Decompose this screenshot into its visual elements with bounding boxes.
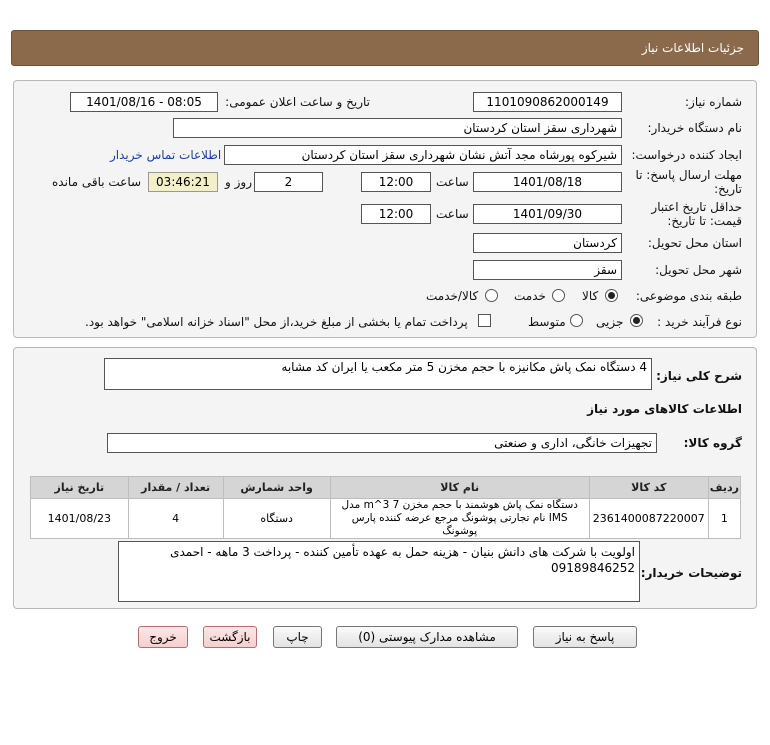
cell-name: دستگاه نمک پاش هوشمند با حجم مخزن m^3 7 مدل IMS نام تجارتی پوشونگ مرجع عرضه کننده پارس پوشونگ: [330, 499, 589, 539]
reply-time-field: 12:00: [361, 172, 431, 192]
reply-button[interactable]: پاسخ به نیاز: [533, 626, 637, 648]
process-radio-medium[interactable]: [570, 314, 583, 327]
goods-table-header: [31, 477, 741, 499]
goods-group-label: گروه کالا:: [683, 436, 742, 450]
city-field: سقز: [473, 260, 622, 280]
reply-deadline-label: مهلت ارسال پاسخ: تا تاریخ:: [635, 168, 742, 196]
announce-date-field: 1401/08/16 - 08:05: [70, 92, 218, 112]
category-option-goods: کالا: [582, 289, 599, 303]
remaining-time-field: 03:46:21: [148, 172, 218, 192]
category-option-service: خدمت: [514, 289, 546, 303]
city-label: شهر محل تحویل:: [655, 263, 742, 277]
buyer-notes-label: توضیحات خریدار:: [640, 566, 742, 580]
summary-label: شرح کلی نیاز:: [656, 369, 742, 383]
reply-date-field: 1401/08/18: [473, 172, 622, 192]
process-option-minor: جزیی: [596, 315, 624, 329]
buyer-org-label: نام دستگاه خریدار:: [647, 121, 742, 135]
remaining-time-label: ساعت باقی مانده: [52, 175, 142, 189]
category-radio-service[interactable]: [552, 289, 565, 302]
category-radio-goods-service[interactable]: [485, 289, 498, 302]
province-field: کردستان: [473, 233, 622, 253]
days-field: 2: [254, 172, 323, 192]
price-date-field: 1401/09/30: [473, 204, 622, 224]
category-radio-goods[interactable]: [605, 289, 618, 302]
page-header: [11, 30, 759, 66]
need-number-label: شماره نیاز:: [685, 95, 742, 109]
cell-qty: 4: [128, 499, 223, 539]
table-row: [31, 499, 741, 539]
category-label: طبقه بندی موضوعی:: [635, 289, 742, 303]
buyer-contact-link[interactable]: اطلاعات تماس خریدار: [110, 148, 222, 162]
goods-info-title: اطلاعات کالاهای مورد نیاز: [587, 402, 742, 416]
cell-unit: دستگاه: [223, 499, 330, 539]
buyer-notes-field: اولویت با شرکت های دانش بنیان - هزینه حمل به عهده تأمین کننده - پرداخت 3 ماهه - احمدی 09189846252: [118, 541, 640, 602]
col-unit: واحد شمارش: [223, 477, 330, 499]
summary-field: 4 دستگاه نمک پاش مکانیزه با حجم مخزن 5 متر مکعب یا ایران کد مشابه: [104, 358, 652, 390]
creator-field: شیرکوه پورشاه مجد آتش نشان شهرداری سقز استان کردستان: [224, 145, 622, 165]
buyer-org-field: شهرداری سقز استان کردستان: [173, 118, 622, 138]
goods-table: [30, 476, 741, 539]
attachments-button[interactable]: مشاهده مدارک پیوستی (0): [336, 626, 518, 648]
page-title: جزئیات اطلاعات نیاز: [641, 41, 744, 55]
price-time-field: 12:00: [361, 204, 431, 224]
process-label: نوع فرآیند خرید :: [657, 315, 742, 329]
announce-date-label: تاریخ و ساعت اعلان عمومی:: [225, 95, 370, 109]
treasury-payment-checkbox[interactable]: [478, 314, 491, 327]
cell-date: 1401/08/23: [31, 499, 129, 539]
days-label: روز و: [225, 175, 252, 189]
col-row: ردیف: [708, 477, 740, 499]
col-code: کد کالا: [589, 477, 708, 499]
reply-time-label: ساعت: [436, 175, 469, 189]
province-label: استان محل تحویل:: [647, 236, 742, 250]
need-number-field: 1101090862000149: [473, 92, 622, 112]
back-button[interactable]: بازگشت: [203, 626, 257, 648]
col-date: تاریخ نیاز: [31, 477, 129, 499]
exit-button[interactable]: خروج: [138, 626, 188, 648]
category-option-goods-service: کالا/خدمت: [426, 289, 479, 303]
cell-code: 2361400087220007: [589, 499, 708, 539]
col-name: نام کالا: [330, 477, 589, 499]
goods-group-field: تجهیزات خانگی، اداری و صنعتی: [107, 433, 657, 453]
price-validity-label: حداقل تاریخ اعتبار قیمت: تا تاریخ:: [651, 200, 742, 228]
treasury-payment-note: پرداخت تمام یا بخشی از مبلغ خرید،از محل "اسناد خزانه اسلامی" خواهد بود.: [85, 315, 468, 329]
print-button[interactable]: چاپ: [273, 626, 322, 648]
creator-label: ایجاد کننده درخواست:: [631, 148, 742, 162]
col-qty: تعداد / مقدار: [128, 477, 223, 499]
process-radio-minor[interactable]: [630, 314, 643, 327]
cell-row: 1: [708, 499, 740, 539]
process-option-medium: متوسط: [528, 315, 566, 329]
price-time-label: ساعت: [436, 207, 469, 221]
